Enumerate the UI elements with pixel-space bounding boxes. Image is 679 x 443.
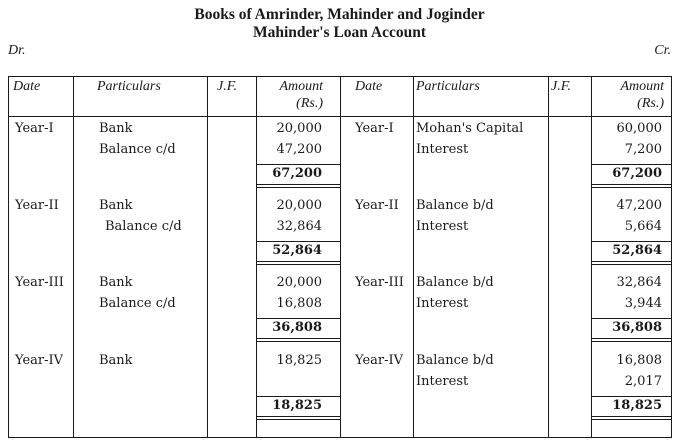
credit-date: Year-III bbox=[355, 275, 404, 290]
column-border bbox=[671, 76, 672, 438]
total-top-rule bbox=[256, 396, 340, 397]
credit-amount: 2,017 bbox=[624, 374, 662, 389]
column-border bbox=[340, 76, 341, 438]
credit-amount: 16,808 bbox=[616, 353, 662, 368]
total-underline bbox=[256, 184, 340, 185]
credit-amount: 3,944 bbox=[624, 296, 662, 311]
total-underline bbox=[256, 338, 340, 339]
total-top-rule bbox=[256, 241, 340, 242]
total-underline bbox=[591, 338, 671, 339]
credit-particulars-header: Particulars bbox=[416, 79, 480, 94]
credit-total: 18,825 bbox=[612, 398, 662, 413]
total-double-underline bbox=[591, 341, 671, 342]
credit-total: 67,200 bbox=[612, 166, 662, 181]
credit-amount-unit: (Rs.) bbox=[637, 96, 664, 111]
total-underline bbox=[256, 416, 340, 417]
credit-amount-header: Amount bbox=[620, 79, 664, 94]
debit-side-label: Dr. bbox=[8, 43, 26, 58]
credit-amount: 7,200 bbox=[624, 142, 662, 157]
debit-amount: 47,200 bbox=[276, 142, 322, 157]
document-title: Books of Amrinder, Mahinder and Joginder bbox=[194, 6, 485, 23]
credit-total: 52,864 bbox=[612, 243, 662, 258]
debit-particulars: Balance c/d bbox=[99, 296, 176, 311]
credit-date: Year-II bbox=[355, 198, 399, 213]
column-border bbox=[413, 76, 414, 438]
credit-particulars: Balance b/d bbox=[416, 198, 494, 213]
debit-particulars: Bank bbox=[99, 198, 133, 213]
credit-total: 36,808 bbox=[612, 320, 662, 335]
credit-particulars: Balance b/d bbox=[416, 353, 494, 368]
total-top-rule bbox=[256, 164, 340, 165]
debit-particulars: Bank bbox=[99, 275, 133, 290]
debit-date: Year-III bbox=[15, 275, 64, 290]
total-top-rule bbox=[591, 241, 671, 242]
credit-particulars: Balance b/d bbox=[416, 275, 494, 290]
credit-amount: 47,200 bbox=[616, 198, 662, 213]
total-double-underline bbox=[256, 264, 340, 265]
credit-amount: 5,664 bbox=[624, 219, 662, 234]
total-top-rule bbox=[591, 318, 671, 319]
total-top-rule bbox=[591, 164, 671, 165]
debit-amount: 20,000 bbox=[276, 275, 322, 290]
debit-amount: 32,864 bbox=[276, 219, 322, 234]
column-border bbox=[548, 76, 549, 438]
debit-date: Year-II bbox=[15, 198, 59, 213]
debit-particulars: Balance c/d bbox=[99, 142, 176, 157]
account-title: Mahinder's Loan Account bbox=[252, 24, 427, 41]
total-double-underline bbox=[256, 341, 340, 342]
total-underline bbox=[256, 261, 340, 262]
debit-date: Year-IV bbox=[15, 353, 64, 368]
debit-amount: 16,808 bbox=[276, 296, 322, 311]
column-border bbox=[207, 76, 208, 438]
debit-amount: 20,000 bbox=[276, 121, 322, 136]
total-double-underline bbox=[256, 187, 340, 188]
credit-particulars: Mohan's Capital bbox=[416, 121, 524, 136]
debit-particulars: Bank bbox=[99, 353, 133, 368]
total-double-underline bbox=[591, 419, 671, 420]
column-border bbox=[8, 76, 9, 438]
debit-date: Year-I bbox=[15, 121, 54, 136]
debit-amount: 18,825 bbox=[276, 353, 322, 368]
total-top-rule bbox=[256, 318, 340, 319]
column-border bbox=[73, 76, 74, 438]
total-double-underline bbox=[256, 419, 340, 420]
credit-jf-header: J.F. bbox=[551, 79, 571, 94]
credit-date-header: Date bbox=[355, 79, 383, 94]
debit-total: 36,808 bbox=[272, 320, 322, 335]
total-top-rule bbox=[591, 396, 671, 397]
debit-date-header: Date bbox=[13, 79, 41, 94]
debit-jf-header: J.F. bbox=[217, 79, 237, 94]
debit-total: 67,200 bbox=[272, 166, 322, 181]
credit-amount: 32,864 bbox=[616, 275, 662, 290]
debit-amount-unit: (Rs.) bbox=[296, 96, 323, 111]
credit-side-label: Cr. bbox=[654, 43, 671, 58]
debit-total: 52,864 bbox=[272, 243, 322, 258]
total-double-underline bbox=[591, 187, 671, 188]
debit-particulars: Bank bbox=[99, 121, 133, 136]
credit-particulars: Interest bbox=[416, 296, 469, 311]
debit-particulars-header: Particulars bbox=[97, 79, 161, 94]
total-double-underline bbox=[591, 264, 671, 265]
total-underline bbox=[591, 261, 671, 262]
credit-particulars: Interest bbox=[416, 374, 469, 389]
column-border bbox=[591, 76, 592, 438]
total-underline bbox=[591, 416, 671, 417]
credit-particulars: Interest bbox=[416, 142, 469, 157]
credit-date: Year-IV bbox=[355, 353, 404, 368]
debit-amount-header: Amount bbox=[279, 79, 323, 94]
total-underline bbox=[591, 184, 671, 185]
column-border bbox=[256, 76, 257, 438]
debit-particulars: Balance c/d bbox=[105, 219, 182, 234]
debit-total: 18,825 bbox=[272, 398, 322, 413]
debit-amount: 20,000 bbox=[276, 198, 322, 213]
credit-date: Year-I bbox=[355, 121, 394, 136]
credit-particulars: Interest bbox=[416, 219, 469, 234]
credit-amount: 60,000 bbox=[616, 121, 662, 136]
